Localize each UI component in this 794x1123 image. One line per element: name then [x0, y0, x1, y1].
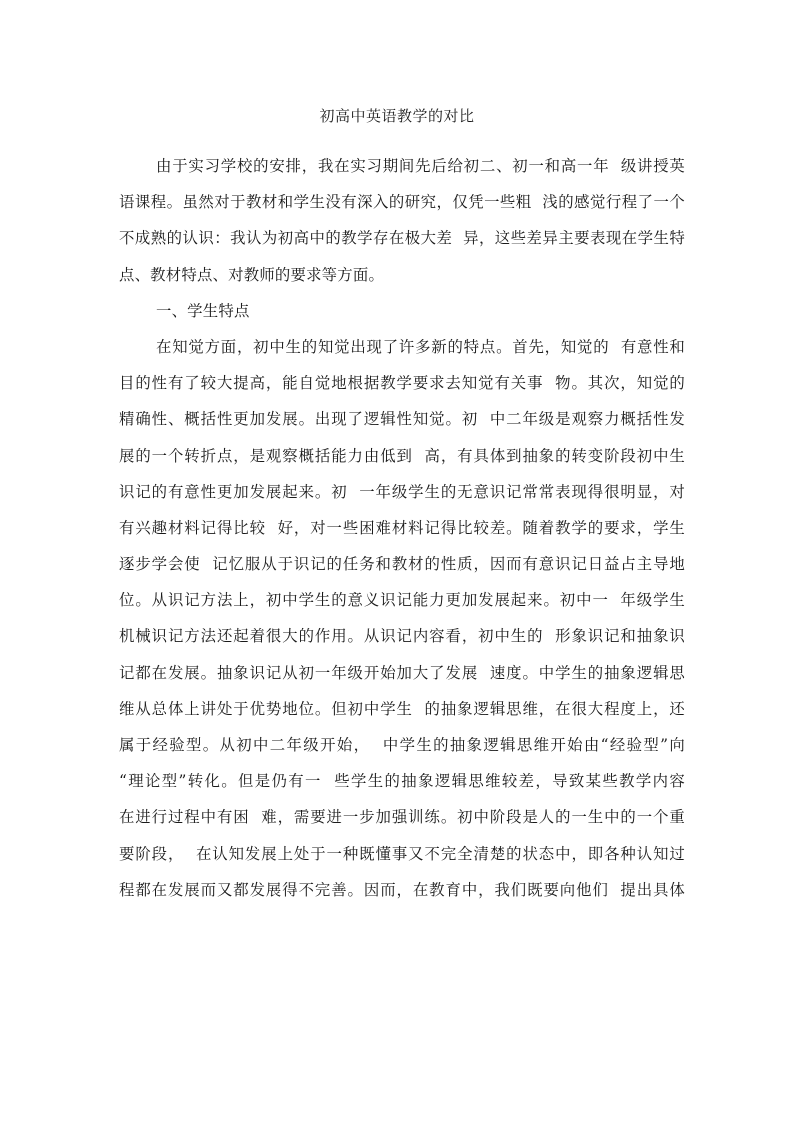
paragraph-line: 展的一个转折点，是观察概括能力由低到 高，有具体到抽象的转变阶段初中生 [119, 446, 685, 465]
document-title: 初高中英语教学的对比 [319, 107, 475, 125]
paragraph-line: “理论型”转化。但是仍有一 些学生的抽象逻辑思维较差，导致某些教学内容 [119, 772, 685, 791]
paragraph-line: 点、教材特点、对教师的要求等方面。 [119, 265, 385, 284]
document-body [119, 148, 685, 908]
paragraph-line: 不成熟的认识：我认为初高中的教学存在极大差 异，这些差异主要表现在学生特 [119, 229, 685, 248]
paragraph-line: 机械识记方法还起着很大的作用。从识记内容看，初中生的 形象识记和抽象识 [119, 627, 685, 646]
paragraph-line: 维从总体上讲处于优势地位。但初中学生 的抽象逻辑思维，在很大程度上，还 [119, 699, 685, 718]
paragraph-line: 识记的有意性更加发展起来。初 一年级学生的无意识记常常表现得很明显，对 [119, 482, 685, 501]
paragraph-line: 在进行过程中有困 难，需要进一步加强训练。初中阶段是人的一生中的一个重 [119, 808, 685, 827]
paragraph-line: 有兴趣材料记得比较 好，对一些困难材料记得比较差。随着教学的要求，学生 [119, 518, 685, 537]
paragraph-line: 属于经验型。从初中二年级开始， 中学生的抽象逻辑思维开始由“经验型”向 [119, 736, 685, 754]
paragraph-line: 在知觉方面，初中生的知觉出现了许多新的特点。首先，知觉的 有意性和 [156, 337, 685, 356]
paragraph-line: 由于实习学校的安排，我在实习期间先后给初二、初一和高一年 级讲授英 [156, 157, 685, 175]
paragraph-line: 位。从识记方法上，初中学生的意义识记能力更加发展起来。初中一 年级学生 [119, 591, 685, 610]
paragraph-line: 要阶段， 在认知发展上处于一种既懂事又不完全清楚的状态中，即各种认知过 [119, 844, 685, 863]
paragraph-line: 逐步学会使 记忆服从于识记的任务和教材的性质，因而有意识记日益占主导地 [119, 555, 685, 574]
paragraph-line: 精确性、概括性更加发展。出现了逻辑性知觉。初 中二年级是观察力概括性发 [119, 410, 685, 429]
paragraph-line: 程都在发展而又都发展得不完善。因而，在教育中，我们既要向他们 提出具体 [119, 880, 685, 899]
paragraph-line: 目的性有了较大提高，能自觉地根据教学要求去知觉有关事 物。其次，知觉的 [119, 374, 685, 393]
section-heading: 一、学生特点 [156, 301, 250, 320]
paragraph-line: 语课程。虽然对于教材和学生没有深入的研究，仅凭一些粗 浅的感觉行程了一个 [119, 193, 685, 212]
paragraph-line: 记都在发展。抽象识记从初一年级开始加大了发展 速度。中学生的抽象逻辑思 [119, 663, 685, 682]
